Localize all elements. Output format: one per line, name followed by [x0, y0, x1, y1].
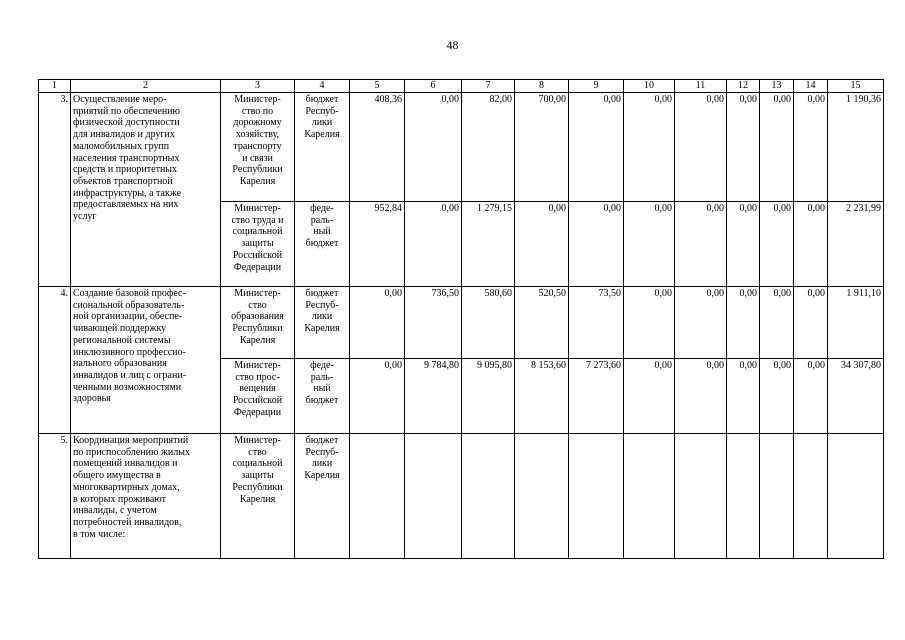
value-cell: 580,60: [462, 287, 515, 359]
value-cell: 8 153,60: [515, 359, 569, 434]
value-cell: 0,00: [675, 202, 727, 287]
funding-source: феде- раль- ный бюджет: [295, 202, 350, 287]
value-cell: [794, 434, 828, 559]
measure-name: Координация мероприятий по приспособлению жилых помещений инвалидов и общего имущества в многоквартирных домах, в которых проживают инвалиды, с учетом потребностей инвалидов, в том числе:: [71, 434, 221, 559]
value-cell: 0,00: [727, 93, 760, 202]
value-cell: 0,00: [350, 287, 405, 359]
value-cell: 0,00: [350, 359, 405, 434]
value-cell: 0,00: [794, 287, 828, 359]
value-cell: 73,50: [569, 287, 624, 359]
value-cell: 1 279,15: [462, 202, 515, 287]
column-header: 10: [624, 80, 675, 93]
value-cell: 0,00: [515, 202, 569, 287]
table-row: [39, 93, 884, 202]
value-cell: 0,00: [569, 202, 624, 287]
value-cell: 7 273,60: [569, 359, 624, 434]
value-cell: 0,00: [569, 93, 624, 202]
value-cell: [569, 434, 624, 559]
value-cell: 1 911,10: [828, 287, 884, 359]
column-header: 4: [295, 80, 350, 93]
measure-name: Создание базовой профес- сиональной образователь- ной организации, обеспе- чивающей поддержку региональной системы инклюзивного профессио- нального образования инвалидов и лиц с ограни- ченными возможностями здоровья: [71, 287, 221, 434]
column-header: 8: [515, 80, 569, 93]
value-cell: 520,50: [515, 287, 569, 359]
value-cell: [515, 434, 569, 559]
value-cell: 0,00: [727, 202, 760, 287]
table-row: [39, 287, 884, 359]
value-cell: [350, 434, 405, 559]
value-cell: 0,00: [624, 93, 675, 202]
column-header: 15: [828, 80, 884, 93]
value-cell: 34 307,80: [828, 359, 884, 434]
program-table: [38, 79, 884, 559]
executor: Министер- ство прос- вещения Российской Федерации: [221, 359, 295, 434]
value-cell: 82,00: [462, 93, 515, 202]
value-cell: 0,00: [760, 202, 794, 287]
value-cell: 0,00: [624, 202, 675, 287]
executor: Министер- ство социальной защиты Республики Карелия: [221, 434, 295, 559]
funding-source: бюджет Респуб- лики Карелия: [295, 287, 350, 359]
value-cell: 736,50: [405, 287, 462, 359]
value-cell: [760, 434, 794, 559]
column-header: 12: [727, 80, 760, 93]
column-header: 2: [71, 80, 221, 93]
value-cell: 2 231,99: [828, 202, 884, 287]
value-cell: 952,84: [350, 202, 405, 287]
column-header: 11: [675, 80, 727, 93]
column-header: 13: [760, 80, 794, 93]
value-cell: 0,00: [675, 359, 727, 434]
value-cell: 0,00: [405, 93, 462, 202]
value-cell: 0,00: [794, 202, 828, 287]
value-cell: 0,00: [794, 93, 828, 202]
value-cell: 9 784,80: [405, 359, 462, 434]
value-cell: 700,00: [515, 93, 569, 202]
column-header: 6: [405, 80, 462, 93]
value-cell: 0,00: [727, 287, 760, 359]
row-number: 4.: [39, 287, 71, 434]
row-number: 5.: [39, 434, 71, 559]
value-cell: [624, 434, 675, 559]
executor: Министер- ство образования Республики Карелия: [221, 287, 295, 359]
value-cell: 0,00: [624, 287, 675, 359]
value-cell: 0,00: [675, 93, 727, 202]
column-header: 3: [221, 80, 295, 93]
value-cell: 9 095,80: [462, 359, 515, 434]
measure-name: Осуществление меро- приятий по обеспечению физической доступности для инвалидов и других маломобильных групп населения транспортных средств и приоритетных объектов транспортной инфраструктуры, а также предоставляемых на них услуг: [71, 93, 221, 287]
column-header: 1: [39, 80, 71, 93]
executor: Министер- ство по дорожному хозяйству, транспорту и связи Республики Карелия: [221, 93, 295, 202]
value-cell: 0,00: [727, 359, 760, 434]
value-cell: [727, 434, 760, 559]
column-header: 5: [350, 80, 405, 93]
column-header: 7: [462, 80, 515, 93]
value-cell: 0,00: [675, 287, 727, 359]
column-header: 14: [794, 80, 828, 93]
funding-source: бюджет Респуб- лики Карелия: [295, 93, 350, 202]
value-cell: [675, 434, 727, 559]
value-cell: 0,00: [794, 359, 828, 434]
value-cell: 1 190,36: [828, 93, 884, 202]
funding-source: бюджет Респуб- лики Карелия: [295, 434, 350, 559]
value-cell: [462, 434, 515, 559]
value-cell: 0,00: [760, 359, 794, 434]
value-cell: 408,36: [350, 93, 405, 202]
row-number: 3.: [39, 93, 71, 287]
page-number: 48: [446, 38, 459, 52]
value-cell: [828, 434, 884, 559]
value-cell: 0,00: [760, 287, 794, 359]
column-number-row: [39, 80, 884, 93]
value-cell: 0,00: [624, 359, 675, 434]
value-cell: 0,00: [760, 93, 794, 202]
value-cell: [405, 434, 462, 559]
value-cell: 0,00: [405, 202, 462, 287]
executor: Министер- ство труда и социальной защиты Российской Федерации: [221, 202, 295, 287]
funding-source: феде- раль- ный бюджет: [295, 359, 350, 434]
column-header: 9: [569, 80, 624, 93]
table-row: [39, 434, 884, 559]
